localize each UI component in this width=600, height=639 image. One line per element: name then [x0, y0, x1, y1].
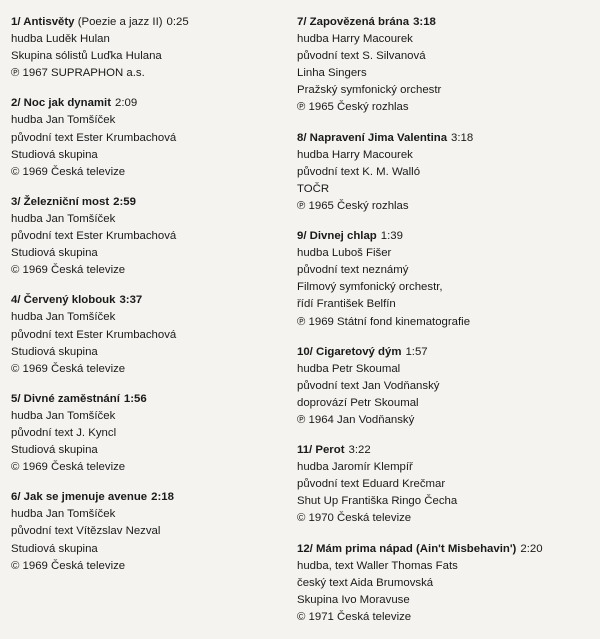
track-heading: [11, 194, 281, 211]
track-credit-line: © 1971 Česká televize: [297, 610, 412, 623]
track-subtitle: (Poezie a jazz II): [77, 16, 163, 28]
track-credit-line: Studiová skupina: [11, 542, 98, 555]
track-credit-line: Skupina Ivo Moravuse: [297, 593, 410, 606]
track-heading: [11, 292, 281, 309]
track-credit-line: ℗ 1969 Státní fond kinematografie: [297, 315, 471, 328]
track-entry: [297, 130, 592, 215]
track-credit-line: Studiová skupina: [11, 247, 98, 260]
track-title: 12/ Mám prima nápad (Ain't Misbehavin'): [297, 542, 517, 555]
track-duration: 3:18: [413, 16, 436, 28]
tracklist-left-column: [11, 14, 281, 588]
track-heading: [297, 228, 592, 245]
track-credit-line: Pražský symfonický orchestr: [297, 84, 442, 97]
track-heading: [11, 14, 281, 31]
track-credit-line: Filmový symfonický orchestr,: [297, 281, 443, 294]
track-entry: [297, 344, 592, 429]
track-entry: [297, 14, 592, 117]
track-credit-line: původní text Ester Krumbachová: [11, 131, 177, 144]
track-credit-line: ℗ 1965 Český rozhlas: [297, 101, 409, 114]
track-credit-line: původní text neznámý: [297, 264, 409, 277]
tracklist-right-column: [297, 14, 592, 639]
track-title: 5/ Divné zaměstnání: [11, 392, 120, 405]
track-duration: 3:22: [348, 444, 371, 457]
track-heading: [11, 95, 281, 112]
track-title: 10/ Cigaretový dým: [297, 345, 402, 358]
track-title: 1/ Antisvěty: [11, 16, 75, 28]
track-credit-line: hudba Petr Skoumal: [297, 362, 401, 375]
track-duration: 2:20: [520, 542, 543, 555]
track-entry: [297, 541, 592, 626]
track-heading: [297, 344, 592, 361]
track-title: 7/ Zapovězená brána: [297, 16, 410, 28]
track-title: 2/ Noc jak dynamit: [11, 97, 112, 110]
track-credit-line: Shut Up Františka Ringo Čecha: [297, 495, 458, 508]
track-title: 11/ Perot: [297, 444, 345, 457]
track-duration: 3:18: [451, 131, 474, 144]
track-duration: 1:57: [405, 345, 428, 358]
track-credit-line: © 1970 Česká televize: [297, 512, 412, 525]
track-credit-line: © 1969 Česká televize: [11, 362, 126, 375]
track-credit-line: Studiová skupina: [11, 444, 98, 457]
track-credit-line: původní text S. Silvanová: [297, 50, 426, 63]
track-title: 3/ Železniční most: [11, 195, 110, 208]
track-title: 8/ Napravení Jima Valentina: [297, 131, 448, 144]
track-entry: [11, 292, 281, 377]
track-entry: [11, 95, 281, 180]
track-heading: [11, 489, 281, 506]
track-heading: [297, 130, 592, 147]
track-credit-line: hudba Jan Tomšíček: [11, 508, 116, 521]
track-credit-line: původní text Vítězslav Nezval: [11, 525, 161, 538]
track-credit-line: © 1969 Česká televize: [11, 264, 126, 277]
track-credit-line: původní text Eduard Krečmar: [297, 478, 446, 491]
track-heading: [297, 541, 592, 558]
track-entry: [297, 442, 592, 527]
track-credit-line: ℗ 1964 Jan Vodňanský: [297, 413, 415, 426]
track-credit-line: původní text Ester Krumbachová: [11, 230, 177, 243]
track-duration: 1:56: [123, 392, 147, 405]
track-credit-line: původní text Ester Krumbachová: [11, 328, 177, 341]
track-credit-line: Studiová skupina: [11, 345, 98, 358]
track-entry: [297, 228, 592, 331]
track-credit-line: hudba Jan Tomšíček: [11, 212, 116, 225]
track-duration: 1:39: [380, 230, 403, 243]
track-credit-line: hudba Jan Tomšíček: [11, 409, 116, 422]
track-credit-line: © 1969 Česká televize: [11, 559, 126, 572]
track-credit-line: doprovází Petr Skoumal: [297, 396, 419, 409]
track-entry: [11, 194, 281, 279]
track-duration: 2:18: [151, 491, 174, 504]
track-credit-line: hudba Luděk Hulan: [11, 33, 110, 46]
track-entry: [11, 391, 281, 476]
track-credit-line: hudba Jaromír Klempíř: [297, 461, 413, 474]
track-credit-line: hudba Jan Tomšíček: [11, 114, 116, 127]
track-duration: 0:25: [166, 16, 189, 28]
track-duration: 3:37: [119, 294, 143, 307]
track-credit-line: původní text Jan Vodňanský: [297, 379, 440, 392]
track-heading: [297, 14, 592, 31]
track-duration: 2:09: [115, 97, 138, 110]
track-credit-line: ℗ 1965 Český rozhlas: [297, 199, 409, 212]
track-credit-line: Studiová skupina: [11, 148, 98, 161]
track-credit-line: původní text J. Kyncl: [11, 426, 117, 439]
track-credit-line: Linha Singers: [297, 67, 367, 80]
track-credit-line: původní text K. M. Walló: [297, 165, 421, 178]
track-credit-line: hudba Jan Tomšíček: [11, 311, 116, 324]
track-credit-line: hudba Harry Macourek: [297, 33, 413, 46]
track-heading: [11, 391, 281, 408]
track-credit-line: český text Aida Brumovská: [297, 576, 434, 589]
track-credit-line: © 1969 Česká televize: [11, 165, 126, 178]
track-title: 4/ Červený klobouk: [11, 294, 116, 307]
track-entry: [11, 489, 281, 574]
track-credit-line: Skupina sólistů Luďka Hulana: [11, 50, 162, 63]
track-heading: [297, 442, 592, 459]
track-credit-line: © 1969 Česká televize: [11, 461, 126, 474]
track-duration: 2:59: [113, 195, 136, 208]
track-credit-line: hudba, text Waller Thomas Fats: [297, 559, 458, 572]
track-credit-line: hudba Harry Macourek: [297, 148, 413, 161]
track-credit-line: TOČR: [297, 182, 330, 195]
track-credit-line: řídí František Belfín: [297, 298, 396, 311]
track-title: 6/ Jak se jmenuje avenue: [11, 491, 148, 504]
track-credit-line: ℗ 1967 SUPRAPHON a.s.: [11, 67, 145, 80]
track-credit-line: hudba Luboš Fišer: [297, 247, 392, 260]
track-entry: [11, 14, 281, 82]
track-title: 9/ Divnej chlap: [297, 230, 377, 243]
